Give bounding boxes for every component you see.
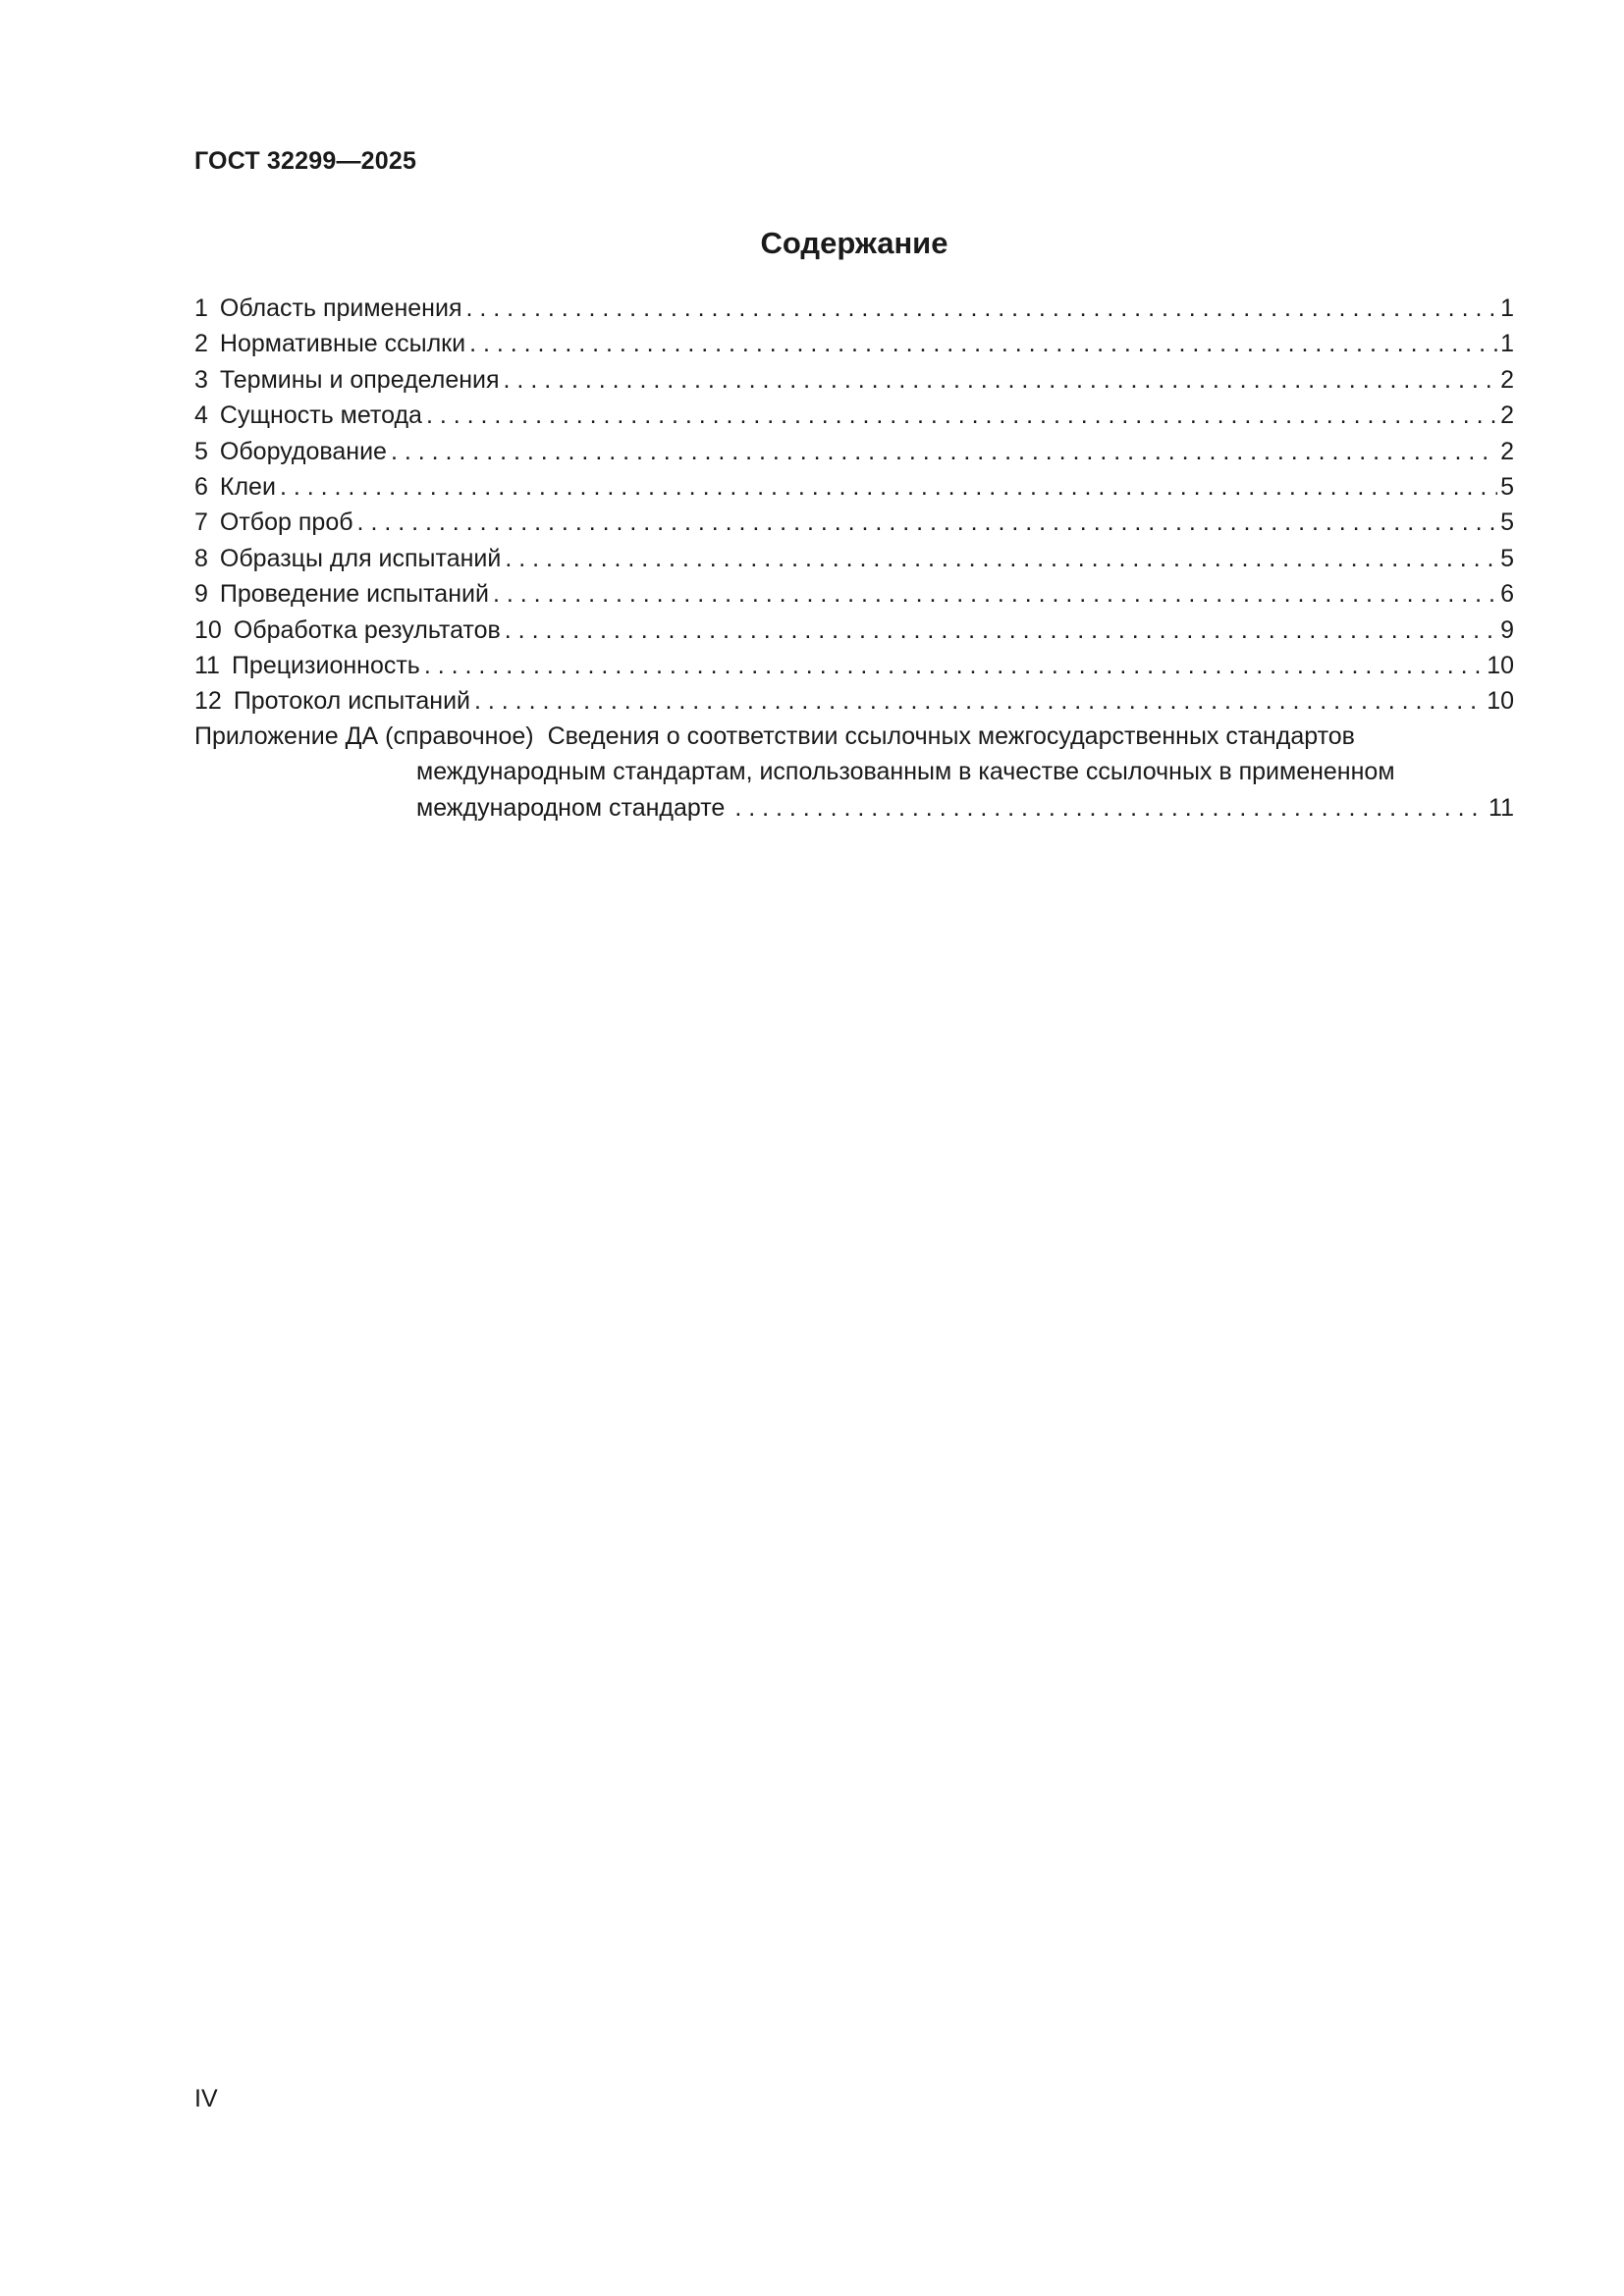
annex-line-3 — [194, 790, 1514, 826]
toc-entry-5[interactable] — [194, 434, 1514, 469]
toc-entry-number: 6 — [194, 472, 208, 501]
dot-leader — [504, 362, 1498, 398]
toc-entry-number: 2 — [194, 330, 208, 358]
toc-entry-page: 2 — [1500, 401, 1514, 430]
toc-entry-page: 1 — [1500, 330, 1514, 358]
toc-entry-label: Образцы для испытаний — [219, 544, 502, 572]
toc-entry-label: Нормативные ссылки — [219, 330, 466, 358]
page-number: IV — [194, 2085, 218, 2112]
toc-entry-1[interactable] — [194, 291, 1514, 326]
toc-entry-number: 12 — [194, 687, 222, 716]
annex-prefix: Приложение ДА (справочное) — [194, 722, 534, 750]
toc-entry-8[interactable] — [194, 541, 1514, 576]
dot-leader — [426, 398, 1497, 433]
toc-entry-page: 2 — [1500, 365, 1514, 394]
dot-leader — [734, 790, 1486, 826]
dot-leader — [391, 434, 1497, 469]
toc-entry-number: 3 — [194, 365, 208, 394]
dot-leader — [424, 648, 1484, 683]
toc-entry-3[interactable] — [194, 362, 1514, 398]
toc-entry-number: 9 — [194, 580, 208, 609]
table-of-contents — [194, 291, 1514, 720]
toc-entry-12[interactable] — [194, 683, 1514, 719]
toc-entry-11[interactable] — [194, 648, 1514, 683]
toc-entry-page: 2 — [1500, 437, 1514, 465]
toc-entry-number: 4 — [194, 401, 208, 430]
document-header: ГОСТ 32299—2025 — [194, 147, 417, 175]
toc-entry-label: Обработка результатов — [233, 615, 501, 644]
dot-leader — [280, 469, 1497, 505]
toc-entry-number: 10 — [194, 615, 222, 644]
annex-page: 11 — [1489, 793, 1514, 822]
toc-entry-label: Прецизионность — [231, 651, 420, 679]
toc-entry-label: Термины и определения — [219, 365, 500, 394]
toc-entry-number: 5 — [194, 437, 208, 465]
toc-entry-page: 6 — [1500, 580, 1514, 609]
toc-entry-page: 1 — [1500, 294, 1514, 322]
annex-title-line-1: Сведения о соответствии ссылочных межгосударственных стандартов — [547, 722, 1355, 750]
toc-entry-7[interactable] — [194, 505, 1514, 540]
toc-entry-number: 1 — [194, 294, 208, 322]
toc-entry-number: 11 — [194, 651, 220, 679]
annex-title-line-3: международном стандарте — [416, 793, 726, 822]
toc-entry-label: Сущность метода — [219, 401, 422, 430]
toc-entry-6[interactable] — [194, 469, 1514, 505]
toc-entry-number: 7 — [194, 508, 208, 537]
toc-entry-2[interactable] — [194, 326, 1514, 361]
toc-entry-page: 9 — [1500, 615, 1514, 644]
toc-entry-page: 5 — [1500, 508, 1514, 537]
toc-entry-label: Отбор проб — [219, 508, 353, 537]
dot-leader — [505, 613, 1497, 648]
toc-title: Содержание — [760, 226, 948, 260]
toc-annex-entry[interactable] — [194, 719, 1514, 826]
toc-entry-label: Протокол испытаний — [233, 687, 470, 716]
toc-entry-page: 10 — [1487, 687, 1514, 716]
toc-entry-label: Клеи — [219, 472, 276, 501]
toc-entry-4[interactable] — [194, 398, 1514, 433]
toc-entry-label: Оборудование — [219, 437, 387, 465]
toc-entry-9[interactable] — [194, 576, 1514, 612]
dot-leader — [505, 541, 1497, 576]
toc-entry-label: Проведение испытаний — [219, 580, 489, 609]
toc-entry-page: 5 — [1500, 472, 1514, 501]
toc-entry-page: 5 — [1500, 544, 1514, 572]
toc-entry-10[interactable] — [194, 613, 1514, 648]
annex-title-line-2: международным стандартам, использованным в качестве ссылочных в примененном — [416, 758, 1395, 786]
dot-leader — [493, 576, 1497, 612]
toc-entry-page: 10 — [1487, 651, 1514, 679]
toc-entry-label: Область применения — [219, 294, 462, 322]
annex-line-1 — [194, 719, 1514, 754]
dot-leader — [469, 326, 1497, 361]
dot-leader — [474, 683, 1484, 719]
dot-leader — [465, 291, 1497, 326]
toc-entry-number: 8 — [194, 544, 208, 572]
dot-leader — [357, 505, 1498, 540]
